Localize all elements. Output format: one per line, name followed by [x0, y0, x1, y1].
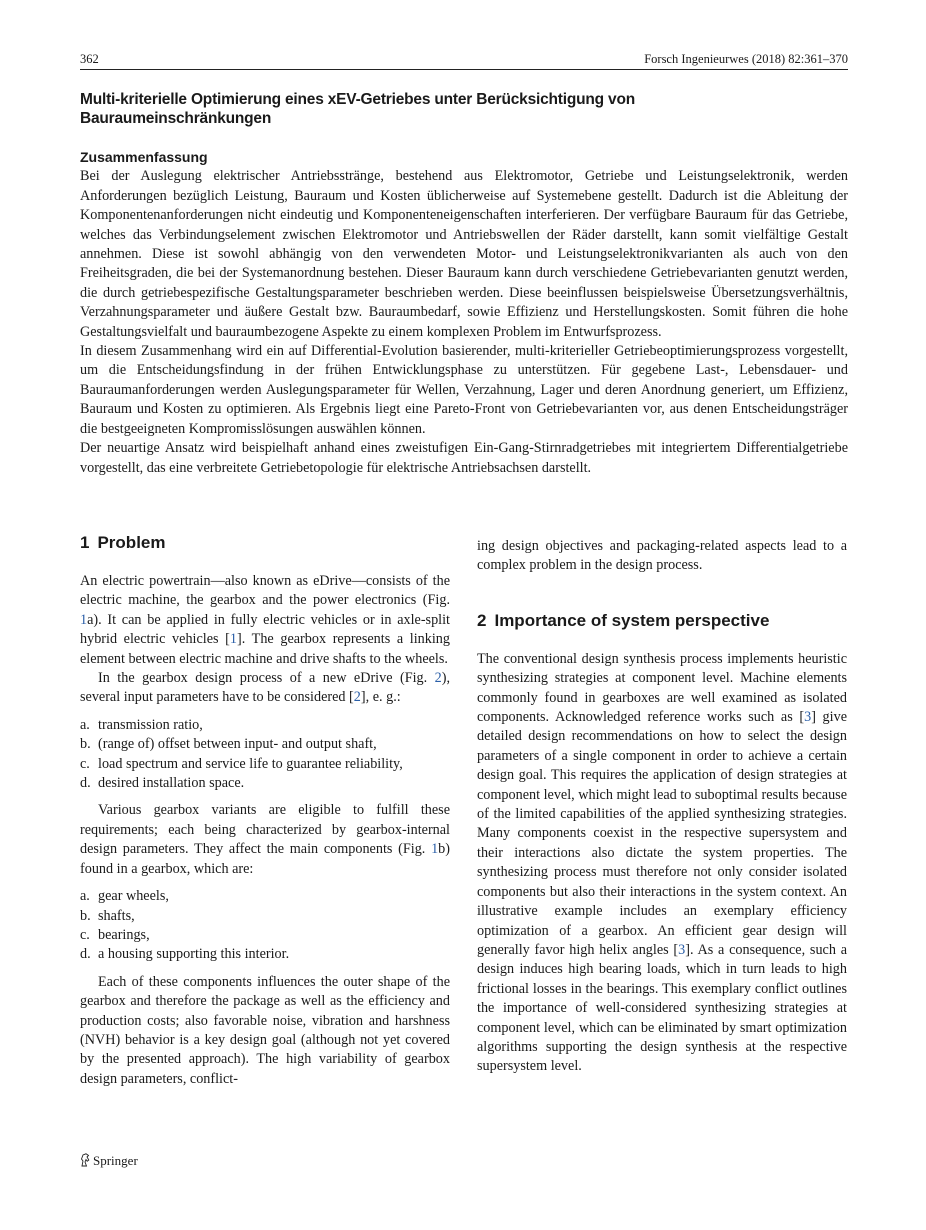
body-paragraph-continued: ing design objectives and packaging-related aspects lead to a complex problem in the design process.: [477, 538, 847, 574]
list-item: [80, 926, 450, 945]
body-paragraph: [80, 801, 450, 879]
list-marker: b.: [80, 907, 91, 924]
figure-link[interactable]: 1: [80, 611, 88, 628]
list-marker: c.: [80, 926, 90, 943]
text-run: Various gearbox variants are eligible to fulfill these requirements; each being characterized by gearbox-internal design parameters. They affect the main components (Fig.: [80, 802, 450, 858]
running-head: [80, 51, 848, 67]
list-marker: d.: [80, 946, 91, 963]
right-column: [477, 537, 847, 1077]
springer-horse-icon: [80, 1153, 90, 1167]
left-column: [80, 532, 450, 1089]
abstract: [80, 148, 848, 478]
list-text: bearings,: [98, 926, 150, 943]
article-title: Multi-kriterielle Optimierung eines xEV-Getriebes unter Berücksichtigung von Bauraumeinschränkungen: [80, 91, 635, 127]
list-text: transmission ratio,: [98, 716, 203, 733]
text-run: ] give detailed design recommendations on how to select the design parameters of a single component in order to achieve a certain design goal. This requires the application of design strategies at component level, which might lead to suboptimal results because of the limited capabilities of the applied synthesizing strategies. Many components coexist in the respective supersystem and their interactions also dictate the system properties. The synthesizing process must therefore not only consider isolated components but also their interactions in the system context. An illustrative example includes an exemplary efficiency optimization of a gearbox. An efficient gear design will generally favor high helix angles [: [477, 709, 847, 958]
body-paragraph: Each of these components influences the outer shape of the gearbox and therefore the package as well as the efficiency and production costs; also favorable noise, vibration and harshness (NVH) behavior is a key design goal (although not yet covered by the presented approach). The high variability of gearbox design parameters, conflict-: [80, 973, 450, 1087]
section-heading-problem: [80, 532, 450, 554]
list-item: [80, 755, 450, 774]
list-text: (range of) offset between input- and output shaft,: [98, 736, 377, 753]
section-number: 1: [80, 533, 90, 552]
abstract-paragraph: Bei der Auslegung elektrischer Antriebsstränge, bestehend aus Elektromotor, Getriebe und Leistungselektronik, werden Anforderungen bezüglich Leistung, Bauraum und Kosten üblicherweise auf Systemebene gestellt. Dadurch ist die Ableitung der Komponentenanforderungen nicht eindeutig und Komponenteneigenschaften interferieren. Der verfügbare Bauraum für das Getriebe, welches das Verbindungselement zwischen Elektromotor und Antriebswellen der Räder darstellt, kann somit vielfältige Gestalt annehmen. Diese ist sowohl abhängig von den verwendeten Motor- und Leistungselektronikvarianten als auch von den Freiheitsgraden, die bei der Systemanordnung bestehen. Dieser Bauraum kann durch verschiedene Getriebevarianten genutzt werden, die durch getriebespezifische Gestaltungsparameter beschrieben werden. Diese beeinflussen beispielsweise Übersetzungsverhältnis, Verzahnungsparameter und äußere Gestalt bzw. Bauraumbedarf, sowie Effizienz und Herstellungskosten. Somit führen die hohe Gestaltungsvielfalt und bauraumbezogene Aspekte zu einem komplexen Problem im Entwurfsprozess.: [80, 168, 848, 340]
text-run: In the gearbox design process of a new eDrive (Fig.: [98, 670, 435, 687]
list-text: shafts,: [98, 907, 135, 924]
list-text: load spectrum and service life to guarantee reliability,: [98, 755, 403, 772]
page-footer: [80, 1152, 138, 1170]
text-run: ]. The gearbox represents a linking element between electric machine and drive shafts to the wheels.: [80, 631, 450, 667]
text-run: b) found in a gearbox, which are:: [80, 841, 450, 877]
list-text: gear wheels,: [98, 888, 169, 905]
abstract-paragraph: Der neuartige Ansatz wird beispielhaft anhand eines zweistufigen Ein-Gang-Stirnradgetriebes mit integriertem Differentialgetriebe vorgestellt, das eine verbreitete Getriebetopologie für elektrische Antriebsachsen darstellt.: [80, 440, 848, 476]
figure-link[interactable]: 2: [434, 670, 442, 687]
citation-link[interactable]: 1: [229, 631, 238, 648]
citation-link[interactable]: 3: [804, 709, 812, 726]
citation-link[interactable]: 3: [678, 941, 686, 958]
citation-link[interactable]: 2: [353, 689, 361, 706]
section-title: Importance of system perspective: [494, 610, 770, 630]
input-parameter-list: [80, 716, 450, 794]
body-paragraph: [80, 572, 450, 669]
publisher-name: Springer: [93, 1153, 138, 1168]
list-marker: a.: [80, 888, 90, 905]
figure-link[interactable]: 1: [431, 841, 439, 858]
journal-citation: Forsch Ingenieurwes (2018) 82:361–370: [644, 52, 848, 66]
list-item: [80, 774, 450, 793]
component-list: [80, 887, 450, 965]
abstract-paragraph: In diesem Zusammenhang wird ein auf Differential-Evolution basierender, multi-kriterieller Getriebeoptimierungsprozess vorgestellt, um die Entscheidungsfindung in der frühen Entwicklungsphase zu unterstützen. Für gegebene Last-, Lebensdauer- und Bauraumanforderungen werden Auslegungsparameter für Wellen, Verzahnung, Lager und deren Anordnung generiert, um Effizienz, Bauraum und Kosten zu optimieren. Als Ergebnis liegt eine Pareto-Front von Getriebevarianten vor, aus denen Entscheidungsträger die bestgeeigneten Kompromisslösungen auswählen können.: [80, 343, 848, 437]
list-marker: d.: [80, 775, 91, 792]
text-run: An electric powertrain—also known as eDrive—consists of the electric machine, the gearbox and the power electronics (Fig.: [80, 573, 450, 609]
list-text: a housing supporting this interior.: [98, 946, 290, 963]
list-item: [80, 887, 450, 906]
header-rule: [80, 69, 848, 70]
text-run: ), several input parameters have to be considered [: [80, 670, 450, 706]
body-paragraph: [80, 669, 450, 708]
list-item: [80, 907, 450, 926]
list-marker: c.: [80, 755, 90, 772]
list-marker: a.: [80, 716, 90, 733]
abstract-heading: Zusammenfassung: [80, 149, 208, 165]
list-item: [80, 716, 450, 735]
list-item: [80, 945, 450, 964]
section-heading-system-perspective: [477, 610, 847, 632]
list-item: [80, 735, 450, 754]
text-run: a). It can be applied in fully electric vehicles or in axle-split hybrid electric vehicles [: [80, 611, 450, 648]
text-run: ]. As a consequence, such a design induces high bearing loads, which in turn leads to high frictional losses in the bearings. This exemplary conflict outlines the importance of well-considered synthesizing strategies at component level, which can be eliminated by smart optimization algorithms supporting the design synthesis at the respective supersystem level.: [477, 941, 847, 1075]
page-number: 362: [80, 52, 99, 66]
section-number: 2: [477, 610, 487, 630]
text-run: The conventional design synthesis process implements heuristic synthesizing strategies at component level. Machine elements commonly found in gearboxes are well examined as isolated components. Acknowledged reference works such as [: [477, 650, 847, 726]
section-title: Problem: [97, 533, 166, 552]
list-text: desired installation space.: [98, 775, 245, 792]
list-marker: b.: [80, 736, 91, 753]
text-run: ], e. g.:: [360, 689, 401, 706]
body-paragraph: [477, 650, 847, 1077]
